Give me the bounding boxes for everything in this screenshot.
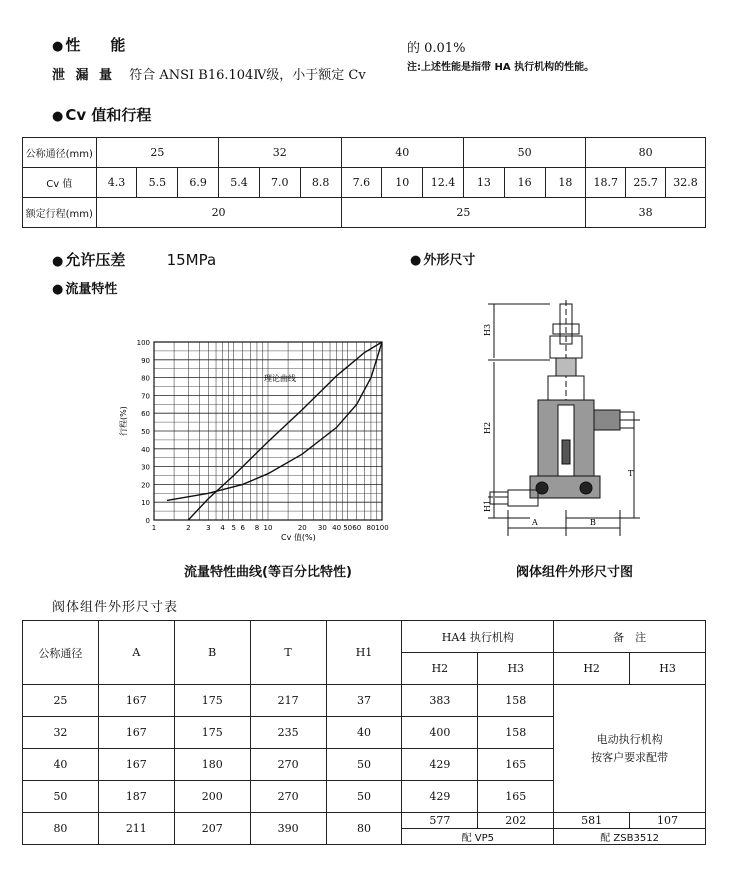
dim-table: [22, 620, 706, 845]
x-tick-label: 4: [220, 524, 225, 532]
cv-size-cell: 50: [463, 138, 585, 168]
x-tick-label: 5: [231, 524, 236, 532]
cv-size-cell: 25: [96, 138, 218, 168]
performance-heading: ● 性 能: [52, 36, 126, 54]
pressure-value: 15MPa: [166, 251, 217, 269]
x-tick-label: 3: [206, 524, 211, 532]
cv-stroke-label: 额定行程(mm): [23, 198, 97, 228]
dim-a: A: [532, 518, 538, 527]
x-tick-label: 50: [343, 524, 353, 532]
table-row: 32 167 175 235 40 400 158: [23, 717, 706, 749]
y-axis-label: 行程(%): [119, 406, 128, 436]
cv-value-cell: 7.6: [341, 168, 382, 198]
table-row: 40 167 180 270 50 429 165: [23, 749, 706, 781]
cv-value-cell: 7.0: [259, 168, 300, 198]
hdr-b: B: [174, 621, 250, 685]
cv-size-cell: 32: [219, 138, 341, 168]
cv-value-cell: 18.7: [586, 168, 626, 198]
leak-text: 符合 ANSI B16.104Ⅳ级，小于额定 Cv: [129, 68, 366, 83]
hdr-remark-h3: H3: [630, 653, 706, 685]
hdr-h3: H3: [478, 653, 554, 685]
x-tick-label: 80: [366, 524, 376, 532]
dim-h1: H1: [483, 499, 492, 512]
y-tick-label: 20: [141, 481, 150, 490]
cv-value-cell: 13: [463, 168, 504, 198]
performance-note: 注:上述性能是指带 HA 执行机构的性能。: [407, 62, 595, 73]
x-tick-label: 100: [375, 524, 389, 532]
y-tick-label: 70: [141, 392, 150, 401]
cv-value-cell: 12.4: [423, 168, 464, 198]
leak-rate-line: [52, 64, 366, 83]
cv-value-cell: 5.4: [219, 168, 260, 198]
remark-cell: 电动执行机构 按客户要求配带: [554, 685, 706, 813]
y-ticks: [137, 339, 150, 525]
flow-chart: [110, 328, 410, 558]
dim-b: B: [590, 518, 596, 527]
x-tick-label: 6: [240, 524, 245, 532]
x-axis-label: Cv 值(%): [281, 533, 316, 542]
dim-t: T: [628, 469, 634, 478]
pressure-heading: ● 允许压差 15MPa: [52, 251, 217, 269]
x-tick-label: 30: [317, 524, 327, 532]
theory-curve-label: 理论曲线: [264, 374, 296, 383]
y-tick-label: 100: [136, 339, 150, 347]
cv-size-cell: 80: [586, 138, 706, 168]
cv-value-cell: 8.8: [300, 168, 341, 198]
cv-value-label: Cv 值: [23, 168, 97, 198]
table-row: 80 211 207 390 80 577 202 581 107: [23, 813, 706, 829]
hdr-remark-h2: H2: [554, 653, 630, 685]
drawing-caption: 阀体组件外形尺寸图: [516, 565, 634, 580]
y-tick-label: 40: [141, 445, 150, 454]
cv-value-cell: 32.8: [666, 168, 706, 198]
chart-caption: 流量特性曲线(等百分比特性): [184, 565, 352, 580]
dim-h2: H2: [483, 421, 492, 434]
y-tick-label: 60: [141, 410, 150, 419]
leak-text-cont: 的 0.01%: [407, 41, 466, 56]
cv-value-cell: 4.3: [96, 168, 137, 198]
table-row: 50 187 200 270 50 429 165: [23, 781, 706, 813]
cv-row-values: [23, 168, 706, 198]
table-row: 25 167 175 217 37 383 158 电动执行机构 按客户要求配带: [23, 685, 706, 717]
dim-h3: H3: [483, 323, 492, 336]
valve-drawing: [470, 300, 650, 548]
y-tick-label: 50: [141, 428, 150, 436]
y-tick-label: 90: [141, 356, 150, 365]
y-tick-label: 30: [141, 463, 150, 472]
outline-heading: ● 外形尺寸: [410, 253, 476, 268]
y-tick-label: 0: [145, 517, 150, 525]
cv-value-cell: 18: [545, 168, 586, 198]
x-tick-label: 10: [263, 524, 273, 532]
x-tick-label: 1: [151, 524, 157, 532]
chart-grid: [154, 342, 382, 520]
hdr-remark: 备 注: [554, 621, 706, 653]
flow-heading: ● 流量特性: [52, 282, 118, 297]
remark-note: 配 ZSB3512: [554, 829, 706, 845]
cv-value-cell: 16: [504, 168, 545, 198]
ha4-note: 配 VP5: [402, 829, 554, 845]
cv-value-cell: 6.9: [178, 168, 219, 198]
x-tick-label: 40: [332, 524, 342, 532]
x-tick-label: 2: [186, 524, 191, 532]
x-ticks: [152, 524, 389, 532]
cv-stroke-cell: 38: [586, 198, 706, 228]
hdr-h1: H1: [326, 621, 402, 685]
x-tick-label: 20: [297, 524, 307, 532]
y-tick-label: 80: [141, 374, 150, 383]
hdr-a: A: [98, 621, 174, 685]
hdr-size: 公称通径: [23, 621, 99, 685]
dim-table-title: 阀体组件外形尺寸表: [52, 600, 179, 615]
cv-row-stroke: [23, 198, 706, 228]
hdr-t: T: [250, 621, 326, 685]
y-tick-label: 10: [141, 499, 150, 508]
cv-size-cell: 40: [341, 138, 463, 168]
x-tick-label: 60: [352, 524, 362, 532]
cv-stroke-cell: 20: [96, 198, 341, 228]
leak-label: 泄 漏 量: [52, 68, 116, 83]
cv-value-cell: 25.7: [626, 168, 666, 198]
cv-value-cell: 10: [382, 168, 423, 198]
cv-row-size: [23, 138, 706, 168]
x-tick-label: 8: [254, 524, 260, 532]
cv-stroke-cell: 25: [341, 198, 586, 228]
hdr-ha4: HA4 执行机构: [402, 621, 554, 653]
cv-table: [22, 137, 706, 228]
hdr-h2: H2: [402, 653, 478, 685]
cv-heading: ● Cv 值和行程: [52, 106, 152, 124]
cv-size-label: 公称通径(mm): [23, 138, 97, 168]
cv-value-cell: 5.5: [137, 168, 178, 198]
